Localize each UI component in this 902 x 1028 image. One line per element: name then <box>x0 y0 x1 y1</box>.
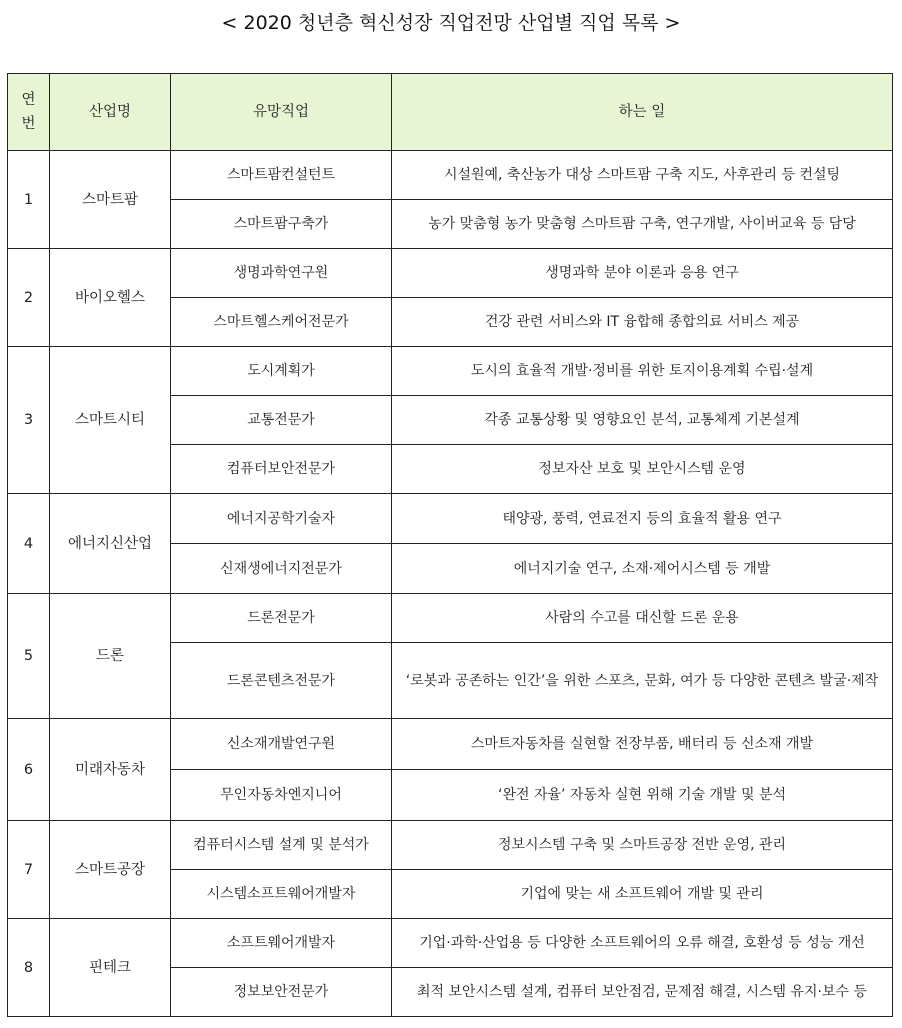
row-number: 8 <box>8 919 50 1017</box>
industry-name: 드론 <box>50 594 171 719</box>
job-description: 생명과학 분야 이론과 응용 연구 <box>392 249 893 298</box>
industry-name: 스마트공장 <box>50 821 171 919</box>
header-row <box>8 74 893 151</box>
job-name: 드론전문가 <box>171 594 392 643</box>
job-name: 컴퓨터시스템 설계 및 분석가 <box>171 821 392 870</box>
job-description: 정보시스템 구축 및 스마트공장 전반 운영, 관리 <box>392 821 893 870</box>
job-name: 시스템소프트웨어개발자 <box>171 870 392 919</box>
job-name: 스마트팜구축가 <box>171 200 392 249</box>
row-number: 2 <box>8 249 50 347</box>
job-description: 태양광, 풍력, 연료전지 등의 효율적 활용 연구 <box>392 494 893 544</box>
job-name: 스마트헬스케어전문가 <box>171 298 392 347</box>
job-name: 교통전문가 <box>171 396 392 445</box>
job-name: 신재생에너지전문가 <box>171 544 392 594</box>
industry-name: 바이오헬스 <box>50 249 171 347</box>
table-row <box>8 494 893 544</box>
row-number: 1 <box>8 151 50 249</box>
job-description: 에너지기술 연구, 소재·제어시스템 등 개발 <box>392 544 893 594</box>
job-name: 스마트팜컨설턴트 <box>171 151 392 200</box>
job-name: 컴퓨터보안전문가 <box>171 445 392 494</box>
job-description: 사람의 수고를 대신할 드론 운용 <box>392 594 893 643</box>
job-description: 도시의 효율적 개발·정비를 위한 토지이용계획 수립·설계 <box>392 347 893 396</box>
header-work: 하는 일 <box>392 74 893 151</box>
table-row <box>8 919 893 968</box>
row-number: 7 <box>8 821 50 919</box>
industry-name: 스마트팜 <box>50 151 171 249</box>
job-description: 시설원예, 축산농가 대상 스마트팜 구축 지도, 사후관리 등 컨설팅 <box>392 151 893 200</box>
job-description: ‘로봇과 공존하는 인간’을 위한 스포츠, 문화, 여가 등 다양한 콘텐츠 발굴·제작 <box>392 643 893 719</box>
job-table <box>7 73 893 1017</box>
job-description: ‘완전 자율’ 자동차 실현 위해 기술 개발 및 분석 <box>392 770 893 821</box>
header-job: 유망직업 <box>171 74 392 151</box>
job-name: 드론콘텐츠전문가 <box>171 643 392 719</box>
job-name: 무인자동차엔지니어 <box>171 770 392 821</box>
job-description: 스마트자동차를 실현할 전장부품, 배터리 등 신소재 개발 <box>392 719 893 770</box>
job-description: 정보자산 보호 및 보안시스템 운영 <box>392 445 893 494</box>
table-row <box>8 249 893 298</box>
job-name: 신소재개발연구원 <box>171 719 392 770</box>
industry-name: 핀테크 <box>50 919 171 1017</box>
industry-name: 미래자동차 <box>50 719 171 821</box>
row-number: 4 <box>8 494 50 594</box>
job-description: 건강 관련 서비스와 IT 융합해 종합의료 서비스 제공 <box>392 298 893 347</box>
job-name: 도시계획가 <box>171 347 392 396</box>
header-number: 연 번 <box>8 74 50 151</box>
table-row <box>8 347 893 396</box>
row-number: 3 <box>8 347 50 494</box>
job-name: 정보보안전문가 <box>171 968 392 1017</box>
row-number: 5 <box>8 594 50 719</box>
job-description: 각종 교통상황 및 영향요인 분석, 교통체계 기본설계 <box>392 396 893 445</box>
job-description: 기업에 맞는 새 소프트웨어 개발 및 관리 <box>392 870 893 919</box>
table-row <box>8 594 893 643</box>
job-description: 최적 보안시스템 설계, 컴퓨터 보안점검, 문제점 해결, 시스템 유지·보수 등 <box>392 968 893 1017</box>
job-name: 소프트웨어개발자 <box>171 919 392 968</box>
table-body <box>8 151 893 1017</box>
table-row <box>8 151 893 200</box>
industry-name: 스마트시티 <box>50 347 171 494</box>
document-title: < 2020 청년층 혁신성장 직업전망 산업별 직업 목록 > <box>221 12 681 34</box>
table-row <box>8 821 893 870</box>
job-description: 농가 맞춤형 농가 맞춤형 스마트팜 구축, 연구개발, 사이버교육 등 담당 <box>392 200 893 249</box>
row-number: 6 <box>8 719 50 821</box>
job-name: 에너지공학기술자 <box>171 494 392 544</box>
industry-name: 에너지신산업 <box>50 494 171 594</box>
table-row <box>8 719 893 770</box>
header-industry: 산업명 <box>50 74 171 151</box>
job-name: 생명과학연구원 <box>171 249 392 298</box>
job-description: 기업·과학·산업용 등 다양한 소프트웨어의 오류 해결, 호환성 등 성능 개선 <box>392 919 893 968</box>
